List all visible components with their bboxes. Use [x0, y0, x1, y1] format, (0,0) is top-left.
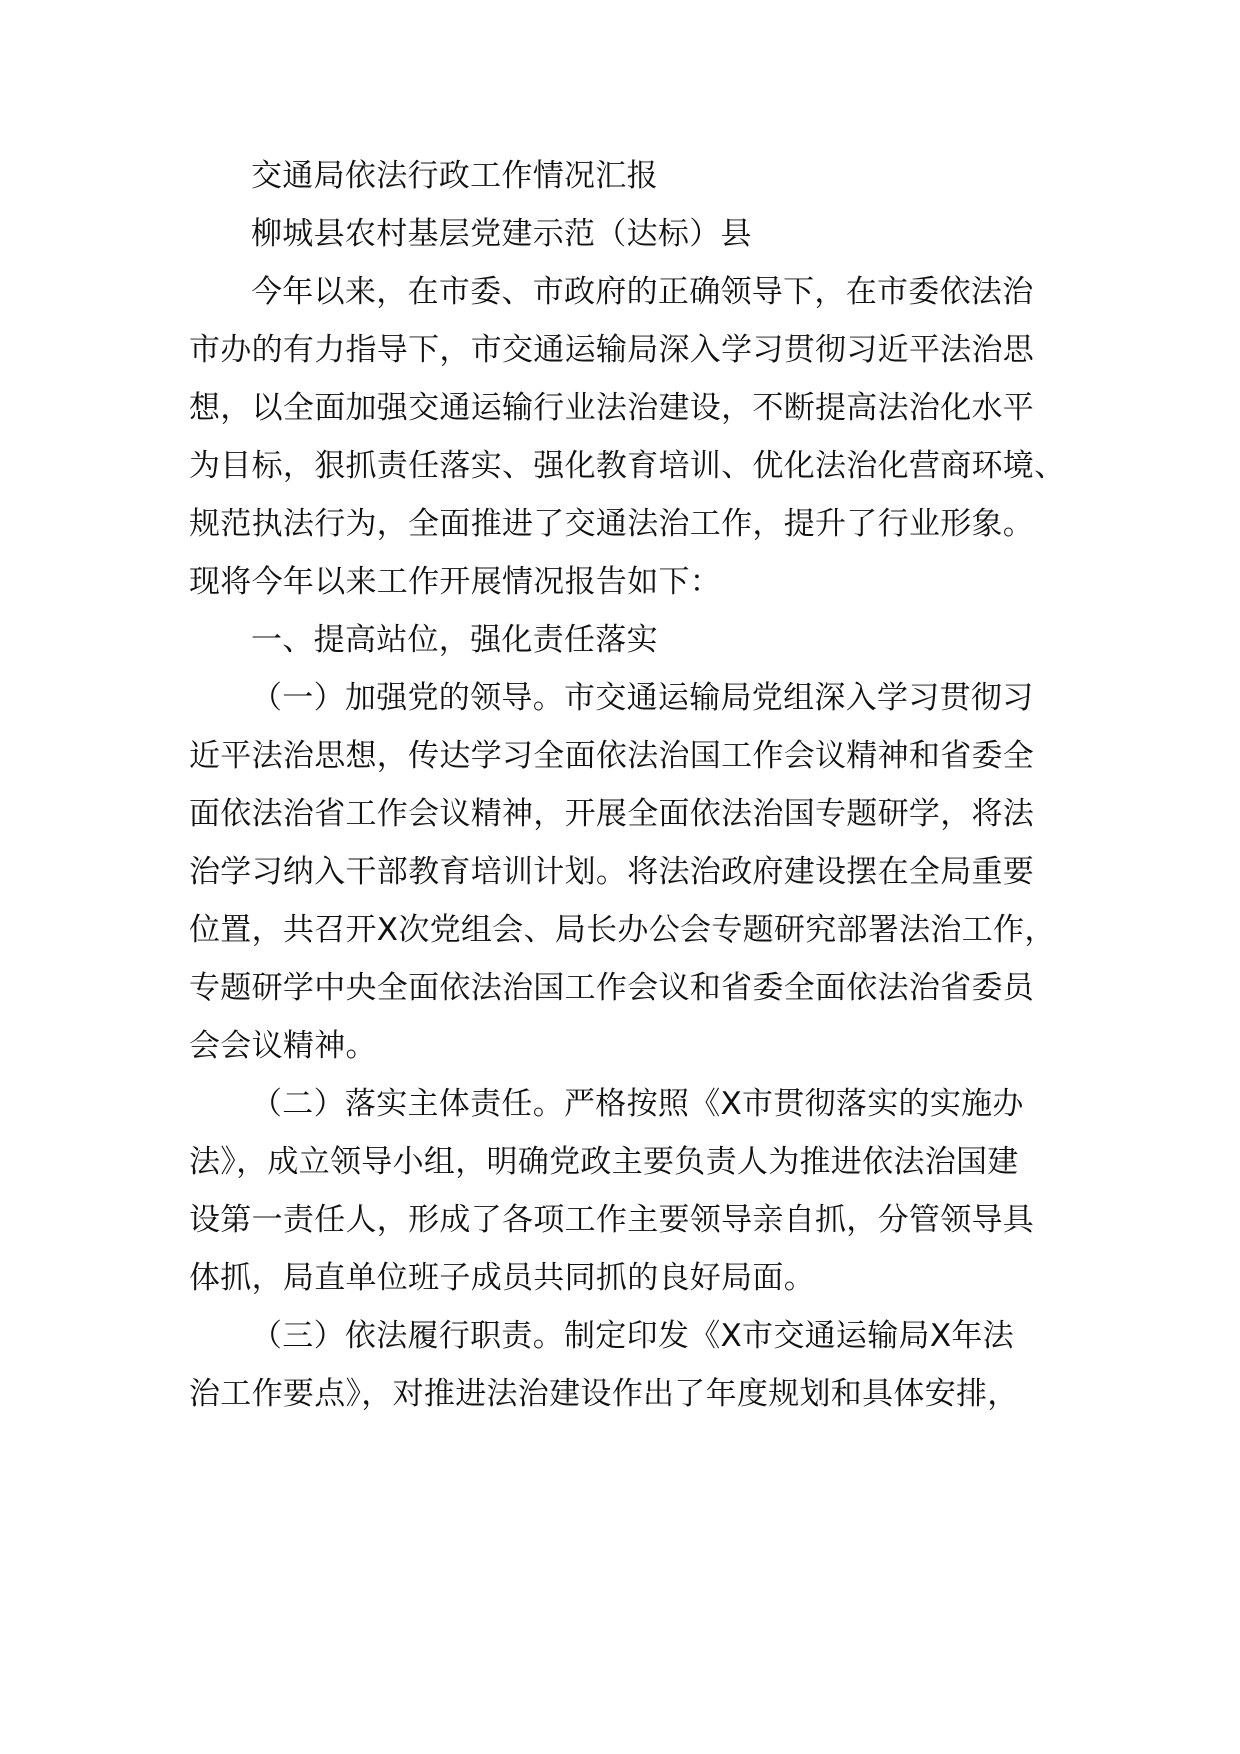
paragraph-line: （二）落实主体责任。严格按照《X市贯彻落实的实施办 — [251, 1086, 1024, 1122]
paragraph-line: 面依法治省工作会议精神，开展全面依法治国专题研学，将法 — [189, 796, 1035, 832]
paragraph-line: 为目标，狠抓责任落实、强化教育培训、优化法治化营商环境、 — [189, 448, 1066, 484]
paragraph-line: （三）依法履行职责。制定印发《X市交通运输局X年法 — [251, 1318, 1014, 1354]
paragraph-line: 今年以来，在市委、市政府的正确领导下，在市委依法治 — [251, 274, 1034, 310]
section-heading: 一、提高站位，强化责任落实 — [251, 622, 658, 658]
paragraph-line: 治工作要点》，对推进法治建设作出了年度规划和具体安排， — [189, 1376, 1019, 1412]
paragraph-line: 想，以全面加强交通运输行业法治建设，不断提高法治化水平 — [189, 390, 1035, 426]
paragraph-line: 法》，成立领导小组，明确党政主要负责人为推进依法治国建 — [189, 1144, 1019, 1180]
paragraph-line: 设第一责任人，形成了各项工作主要领导亲自抓，分管领导具 — [189, 1202, 1035, 1238]
document-subtitle: 柳城县农村基层党建示范（达标）县 — [251, 216, 752, 252]
paragraph-line: 现将今年以来工作开展情况报告如下： — [189, 564, 722, 600]
paragraph-line: 近平法治思想，传达学习全面依法治国工作会议精神和省委全 — [189, 738, 1035, 774]
paragraph-line: 会会议精神。 — [189, 1028, 377, 1064]
paragraph-line: 位置，共召开X次党组会、局长办公会专题研究部署法治工作， — [189, 912, 1056, 948]
paragraph-line: 体抓，局直单位班子成员共同抓的良好局面。 — [189, 1260, 815, 1296]
paragraph-line: 规范执法行为，全面推进了交通法治工作，提升了行业形象。 — [189, 506, 1035, 542]
document-title: 交通局依法行政工作情况汇报 — [251, 158, 658, 194]
paragraph-line: （一）加强党的领导。市交通运输局党组深入学习贯彻习 — [251, 680, 1034, 716]
paragraph-line: 市办的有力指导下，市交通运输局深入学习贯彻习近平法治思 — [189, 332, 1035, 368]
paragraph-line: 治学习纳入干部教育培训计划。将法治政府建设摆在全局重要 — [189, 854, 1035, 890]
paragraph-line: 专题研学中央全面依法治国工作会议和省委全面依法治省委员 — [189, 970, 1035, 1006]
